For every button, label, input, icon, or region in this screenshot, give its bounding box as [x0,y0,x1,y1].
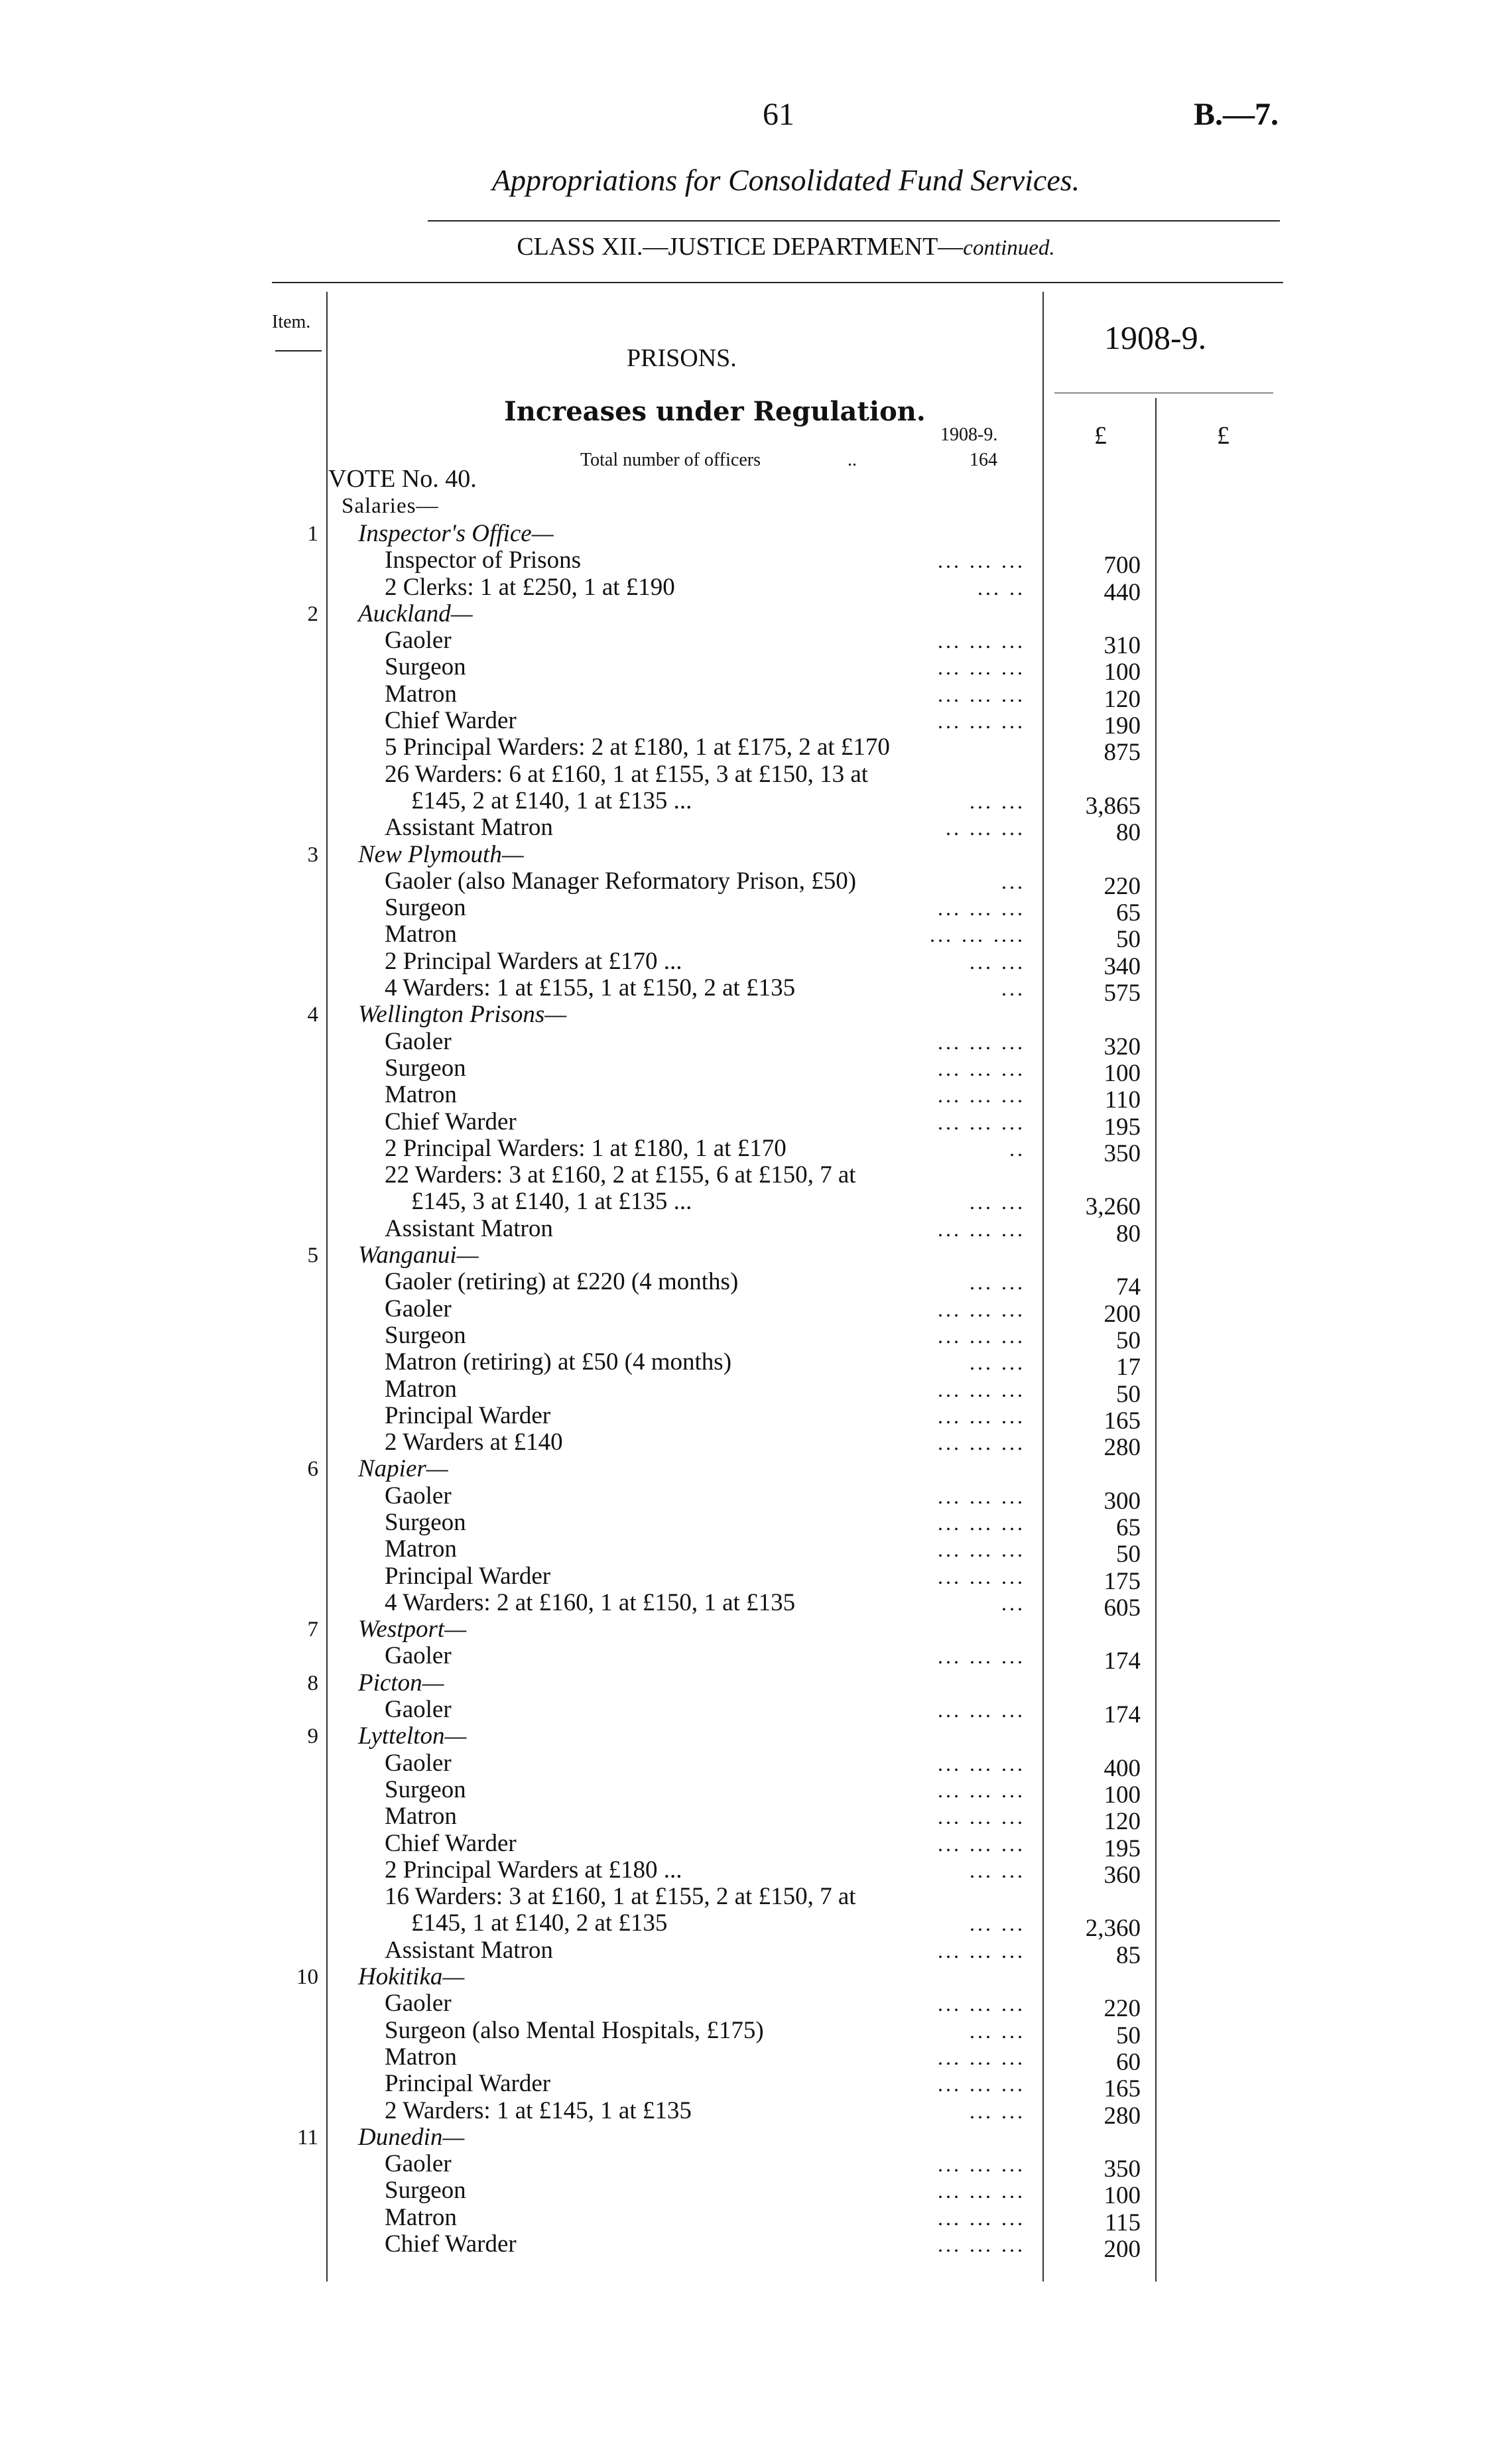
dot-leader: ... ... ... [938,1403,1025,1428]
line-description: 2 Clerks: 1 at £250, 1 at £190 [385,573,675,601]
station-name: Napier— [358,1455,448,1483]
amount: 440 [1103,578,1141,606]
dot-leader: ... ... ... [938,896,1025,921]
line-description: Chief Warder [385,1108,517,1135]
line-description: Surgeon [385,1054,466,1082]
dot-leader: ... ... [970,1190,1025,1214]
dot-leader: ... ... ... [938,1297,1025,1321]
table-row [0,974,1512,1007]
table-row [0,1134,1512,1167]
amount: 165 [1103,1407,1141,1435]
table-row [0,573,1512,606]
table-row [0,547,1512,580]
line-description: Surgeon [385,1508,466,1536]
table-row [0,2203,1512,2236]
appropriation-rows [0,520,1512,2263]
dot-leader: ... ... [970,1350,1025,1375]
amount: 85 [1116,1941,1141,1969]
line-description: Gaoler [385,1642,452,1670]
dot-leader: ... ... ... [938,629,1025,653]
dot-leader: ... ... ... [938,1698,1025,1722]
table-row [0,1027,1512,1061]
dot-leader: ... ... ... [938,709,1025,734]
line-description: Matron [385,1375,457,1403]
table-row [0,787,1512,820]
line-description: Matron [385,680,457,708]
station-heading-row [0,601,1512,627]
table-row [0,1535,1512,1569]
line-description: 4 Warders: 2 at £160, 1 at £150, 1 at £135 [385,1588,796,1616]
table-row [0,1508,1512,1541]
dot-leader: ... ... ... [938,1056,1025,1080]
dot-leader: .. [1009,1136,1025,1161]
amount: 310 [1103,632,1141,660]
table-row [0,1214,1512,1248]
table-row [0,2177,1512,2210]
line-description: Surgeon [385,653,466,681]
officers-leader: .. [848,450,857,470]
table-row [0,2070,1512,2103]
amount: 120 [1103,685,1141,713]
dot-leader: ... ... ... [938,1777,1025,1802]
station-heading-row [0,1670,1512,1697]
item-number: 5 [307,1244,318,1268]
station-heading-row [0,842,1512,868]
line-description: 5 Principal Warders: 2 at £180, 1 at £175, 2 at £170 [385,734,890,761]
station-name: Hokitika— [358,1963,465,1991]
amount: 50 [1116,2022,1141,2049]
dot-leader: ... ... ... [938,1377,1025,1401]
officers-count: 164 [970,450,997,470]
table-row [0,1268,1512,1301]
dot-leader: ... [1001,976,1025,1001]
item-number: 7 [307,1618,318,1642]
dot-leader: ... ... [970,1858,1025,1882]
line-description: Matron (retiring) at £50 (4 months) [385,1348,732,1376]
amount: 605 [1103,1594,1141,1622]
amount: 50 [1116,1326,1141,1354]
dot-leader: ... ... [970,789,1025,813]
station-heading-row [0,1001,1512,1028]
dot-leader: ... ... ... [938,1805,1025,1829]
amount: 190 [1103,712,1141,740]
class-heading: CLASS XII.—JUSTICE DEPARTMENT—continued. [517,233,1055,261]
officers-year: 1908-9. [940,424,998,445]
dot-leader: ... ... ... [938,1510,1025,1535]
amount: 100 [1103,659,1141,686]
line-description: Matron [385,2043,457,2071]
amount: 300 [1103,1487,1141,1515]
table-row [0,1749,1512,1782]
amount: 175 [1103,1567,1141,1595]
line-description: Surgeon (also Mental Hospitals, £175) [385,2016,764,2044]
dot-leader: ... ... ... [938,2179,1025,2203]
item-number: 4 [307,1003,318,1027]
dot-leader: ... ... ... [938,1110,1025,1134]
line-description: Principal Warder [385,1562,551,1590]
station-heading-row [0,1723,1512,1750]
table-row [0,1375,1512,1408]
pound-sign-column-2: £ [1217,422,1229,450]
table-row [0,761,1512,788]
line-description: 16 Warders: 3 at £160, 1 at £155, 2 at £150, 7 at [385,1883,856,1911]
amount: 50 [1116,1541,1141,1569]
amount: 60 [1116,2048,1141,2076]
table-row [0,707,1512,740]
dot-leader: ... ... ... [938,2072,1025,2096]
amount: 200 [1103,1300,1141,1328]
amount: 3,260 [1085,1193,1141,1221]
dot-leader: ... ... ... [938,1564,1025,1588]
line-description: 2 Principal Warders: 1 at £180, 1 at £170 [385,1134,787,1162]
item-number: 6 [307,1457,318,1482]
table-row [0,1642,1512,1675]
line-description: £145, 2 at £140, 1 at £135 ... [411,787,692,814]
dot-leader: ... ... ... [938,1537,1025,1562]
table-row [0,1482,1512,1515]
dot-leader: ... ... [970,2018,1025,2043]
amount: 174 [1103,1701,1141,1729]
line-description: Gaoler [385,1027,452,1055]
dot-leader: ... ... .... [930,923,1025,947]
table-row [0,1348,1512,1382]
item-number: 1 [307,522,318,546]
station-name: Westport— [358,1616,467,1643]
line-description: £145, 1 at £140, 2 at £135 [411,1909,668,1937]
table-row [0,921,1512,954]
table-row [0,1856,1512,1889]
table-row [0,2043,1512,2076]
title-rule [428,220,1280,222]
vote-number: VOTE No. 40. [328,465,477,493]
amount: 80 [1116,1220,1141,1248]
table-row [0,894,1512,927]
station-heading-row [0,1456,1512,1482]
amount: 360 [1103,1861,1141,1889]
line-description: Surgeon [385,1775,466,1803]
line-description: Surgeon [385,894,466,922]
amount: 220 [1103,1995,1141,2023]
table-row [0,947,1512,980]
line-description: 2 Warders: 1 at £145, 1 at £135 [385,2096,692,2124]
dot-leader: ... ... ... [938,1644,1025,1669]
amount: 120 [1103,1808,1141,1836]
table-row [0,1696,1512,1729]
dot-leader: ... ... ... [938,1484,1025,1508]
line-description: Gaoler [385,2150,452,2178]
dot-leader: ... .. [977,575,1025,600]
section-title: PRISONS. [627,344,737,372]
line-description: Gaoler [385,627,452,655]
station-heading-row [0,2124,1512,2151]
dot-leader: ... ... ... [938,1751,1025,1775]
amount: 50 [1116,926,1141,954]
line-description: 4 Warders: 1 at £155, 1 at £150, 2 at £135 [385,974,796,1002]
station-heading-row [0,1964,1512,1990]
station-name: New Plymouth— [358,840,524,868]
amount: 165 [1103,2075,1141,2103]
line-description: Surgeon [385,1321,466,1349]
station-name: Auckland— [358,600,473,627]
dot-leader: ... ... ... [938,2045,1025,2069]
amount: 350 [1103,1139,1141,1167]
table-row [0,1295,1512,1328]
line-description: Chief Warder [385,1829,517,1857]
dot-leader: ... ... ... [938,1992,1025,2016]
dot-leader: ... ... ... [938,1938,1025,1962]
table-row [0,1936,1512,1969]
table-row [0,1429,1512,1462]
dot-leader: ... ... ... [938,655,1025,680]
dot-leader: ... ... [970,949,1025,974]
line-description: Surgeon [385,2177,466,2205]
table-row [0,1588,1512,1622]
amount: 17 [1116,1354,1141,1382]
item-header-underline [275,350,322,352]
station-heading-row [0,521,1512,547]
line-description: Gaoler (retiring) at £220 (4 months) [385,1268,739,1296]
line-description: 2 Principal Warders at £170 ... [385,947,682,975]
table-row [0,1884,1512,1910]
line-description: Gaoler [385,1696,452,1724]
station-name: Wellington Prisons— [358,1001,567,1029]
amount: 110 [1104,1086,1141,1114]
dot-leader: ... ... [970,2098,1025,2123]
amount: 220 [1103,872,1141,900]
amount: 100 [1103,2182,1141,2210]
amount: 65 [1116,899,1141,927]
line-description: Gaoler [385,1295,452,1322]
amount: 200 [1103,2236,1141,2263]
item-column-header: Item. [272,312,311,332]
line-description: 22 Warders: 3 at £160, 2 at £155, 6 at £150, 7 at [385,1161,856,1189]
dot-leader: ... ... ... [938,1323,1025,1348]
page-number: 61 [763,97,794,132]
line-description: Gaoler [385,1990,452,2018]
amount: 100 [1103,1781,1141,1809]
amount: 80 [1116,819,1141,847]
dot-leader: ... ... ... [938,1029,1025,1054]
amount: 875 [1103,739,1141,767]
subsection-title: Increases under Regulation. [504,396,926,427]
item-number: 10 [296,1965,318,1990]
amount: 280 [1103,2102,1141,2130]
line-description: Assistant Matron [385,814,553,842]
item-number: 9 [307,1724,318,1749]
line-description: Principal Warder [385,2070,551,2098]
amount: 400 [1103,1754,1141,1782]
table-row [0,2016,1512,2049]
station-heading-row [0,1242,1512,1269]
table-row [0,680,1512,713]
dot-leader: ... ... [970,1911,1025,1936]
amount: 2,360 [1085,1915,1141,1943]
amount: 195 [1103,1834,1141,1862]
line-description: Inspector of Prisons [385,547,581,574]
amount: 280 [1103,1434,1141,1462]
dot-leader: ... ... ... [938,2205,1025,2230]
line-description: Matron [385,1803,457,1831]
item-number: 11 [297,2125,318,2150]
line-description: 2 Warders at £140 [385,1429,563,1456]
amount: 575 [1103,980,1141,1007]
line-description: Matron [385,921,457,948]
table-row [0,2230,1512,2263]
amount: 100 [1103,1059,1141,1087]
line-description: 26 Warders: 6 at £160, 1 at £155, 3 at £150, 13 at [385,760,869,788]
officers-label: Total number of officers [580,450,761,470]
salaries-heading: Salaries— [342,494,439,518]
dot-leader: ... [1001,1590,1025,1615]
station-name: Wanganui— [358,1242,479,1269]
line-description: Chief Warder [385,707,517,735]
table-row [0,1401,1512,1435]
amount: 74 [1116,1273,1141,1301]
table-row [0,627,1512,660]
year-header: 1908-9. [1104,319,1207,356]
amount: 115 [1104,2209,1141,2236]
line-description: Matron [385,1535,457,1563]
table-row [0,1775,1512,1809]
table-row [0,1321,1512,1354]
dot-leader: ... ... ... [938,1831,1025,1856]
table-row [0,653,1512,686]
amount: 50 [1116,1380,1141,1408]
table-row [0,1829,1512,1862]
table-row [0,1108,1512,1141]
table-row [0,1162,1512,1189]
dot-leader: ... ... [970,1270,1025,1295]
dot-leader: ... ... ... [938,682,1025,706]
table-row [0,1054,1512,1087]
station-name: Picton— [358,1669,444,1697]
station-name: Inspector's Office— [358,520,554,547]
line-description: Principal Warder [385,1401,551,1429]
line-description: Matron [385,2203,457,2231]
item-number: 8 [307,1671,318,1695]
station-heading-row [0,1616,1512,1643]
dot-leader: .. ... ... [946,816,1025,840]
table-row [0,1188,1512,1221]
dot-leader: ... ... ... [938,2232,1025,2256]
amount: 700 [1103,552,1141,580]
table-row [0,1081,1512,1114]
table-row [0,734,1512,767]
amount: 350 [1103,2155,1141,2183]
table-row [0,2150,1512,2183]
station-name: Dunedin— [358,2123,465,2151]
dot-leader: ... ... ... [938,2152,1025,2177]
station-name: Lyttelton— [358,1722,467,1750]
item-number: 3 [307,842,318,867]
table-row [0,867,1512,900]
dot-leader: ... [1001,869,1025,893]
table-row [0,1562,1512,1595]
dot-leader: ... ... ... [938,1431,1025,1455]
dot-leader: ... ... ... [938,1083,1025,1108]
line-description: Assistant Matron [385,1936,553,1964]
amount: 320 [1103,1033,1141,1061]
amount: 195 [1103,1113,1141,1141]
line-description: 2 Principal Warders at £180 ... [385,1856,682,1884]
line-description: Assistant Matron [385,1214,553,1242]
line-description: Gaoler [385,1482,452,1510]
table-row [0,814,1512,847]
dot-leader: ... ... ... [938,548,1025,573]
table-row [0,1990,1512,2023]
pound-sign-column-1: £ [1094,422,1107,450]
table-row [0,2096,1512,2130]
line-description: Gaoler (also Manager Reformatory Prison, £50) [385,867,857,895]
page-title: Appropriations for Consolidated Fund Services. [491,163,1080,197]
line-description: £145, 3 at £140, 1 at £135 ... [411,1188,692,1216]
amount: 3,865 [1085,792,1141,820]
amount: 65 [1116,1513,1141,1541]
amount: 174 [1103,1647,1141,1675]
table-row [0,1909,1512,1943]
item-number: 2 [307,602,318,626]
amount: 340 [1103,952,1141,980]
dot-leader: ... ... ... [938,1216,1025,1241]
table-row [0,1803,1512,1836]
document-reference: B.—7. [1194,97,1279,132]
line-description: Gaoler [385,1749,452,1777]
class-rule [272,282,1283,283]
line-description: Chief Warder [385,2230,517,2258]
line-description: Matron [385,1081,457,1109]
